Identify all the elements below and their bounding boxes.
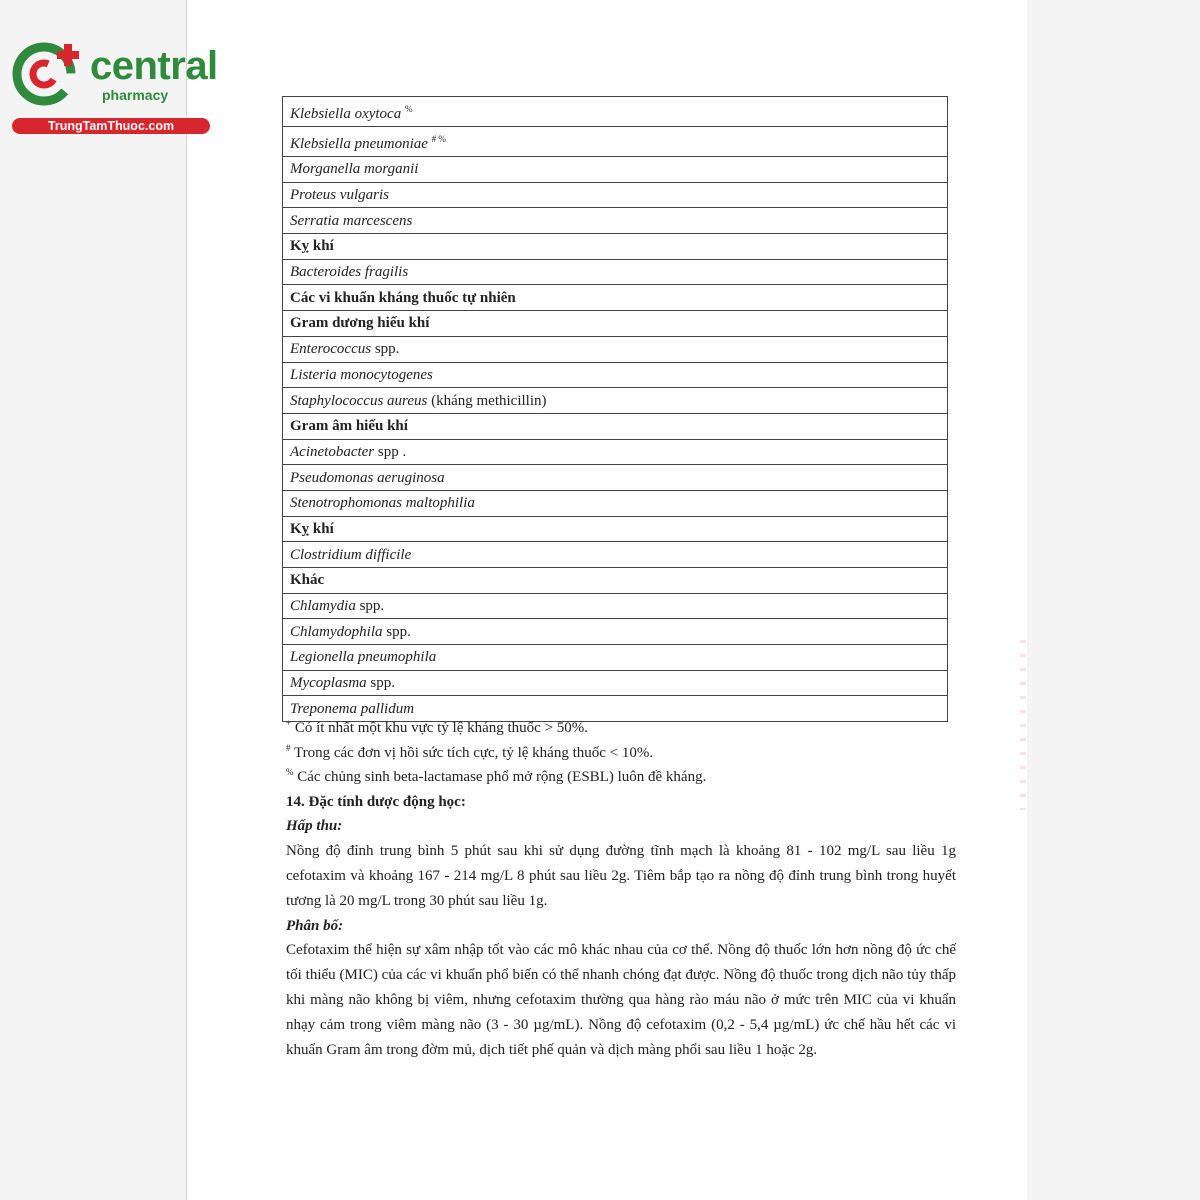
table-cell	[283, 362, 948, 388]
organism-name: Klebsiella oxytoca	[290, 106, 402, 122]
organism-suffix: (kháng methicillin)	[427, 392, 547, 409]
organism-name: Acinetobacter	[290, 443, 375, 460]
document-text	[286, 716, 956, 1063]
organism-name: Enterococcus	[290, 341, 372, 358]
organism-name: Morganella morganii	[290, 161, 419, 178]
pharmacy-logo[interactable]	[10, 38, 220, 138]
table-cell	[283, 439, 948, 465]
table-row	[283, 568, 948, 594]
absorption-paragraph: Nồng độ đỉnh trung bình 5 phút sau khi sử dụng đường tĩnh mạch là khoảng 81 - 102 mg/L sau liều 1g cefotaxim và khoảng 167 - 214 mg/L 8 phút sau liều 2g. Tiêm bắp tạo ra nồng độ đỉnh trung bình trong huyết tương là 20 mg/L trong 30 phút sau liều 1g.	[286, 842, 956, 909]
organism-name: Gram dương hiếu khí	[290, 315, 430, 332]
footnote-symbol: #	[286, 742, 291, 753]
organism-name: Staphylococcus aureus	[290, 392, 428, 409]
table-row	[283, 619, 948, 645]
footnote	[286, 741, 956, 766]
bacteria-table	[282, 96, 948, 722]
table-cell	[283, 465, 948, 491]
table-row	[283, 285, 948, 311]
table-cell	[283, 593, 948, 619]
table-row	[283, 388, 948, 414]
organism-name: Gram âm hiếu khí	[290, 418, 408, 435]
table-cell	[283, 234, 948, 260]
table-row	[283, 413, 948, 439]
table-cell	[283, 388, 948, 414]
organism-name: Kỵ khí	[290, 238, 334, 255]
organism-name: Khác	[290, 572, 325, 589]
table-cell	[283, 157, 948, 183]
organism-name: Các vi khuẩn kháng thuốc tự nhiên	[290, 289, 516, 306]
organism-name: Treponema pallidum	[290, 700, 415, 717]
table-row	[283, 311, 948, 337]
table-cell	[283, 182, 948, 208]
organism-name: Klebsiella pneumoniae	[290, 136, 428, 152]
section-heading: 14. Đặc tính dược động học:	[286, 793, 466, 810]
logo-subtitle: pharmacy	[102, 87, 169, 103]
table-row	[283, 208, 948, 234]
table-row	[283, 593, 948, 619]
organism-name: Mycoplasma	[290, 675, 367, 692]
table-row	[283, 362, 948, 388]
table-cell	[283, 490, 948, 516]
table-row	[283, 259, 948, 285]
organism-suffix: spp.	[366, 675, 395, 692]
table-row	[283, 182, 948, 208]
organism-suffix: spp.	[382, 623, 411, 640]
table-cell	[283, 619, 948, 645]
table-cell	[283, 336, 948, 362]
footnote-symbol: %	[286, 767, 294, 777]
footnote	[286, 716, 956, 741]
organism-name: Kỵ khí	[290, 520, 334, 537]
table-row	[283, 234, 948, 260]
logo-banner[interactable]: TrungTamThuoc.com	[12, 118, 210, 134]
organism-name: Chlamydia	[290, 598, 356, 615]
footnote-text: Có ít nhất một khu vực tỷ lệ kháng thuốc > 50%.	[294, 720, 589, 736]
organism-name: Proteus vulgaris	[290, 187, 390, 204]
organism-name: Chlamydophila	[290, 623, 383, 640]
table-row	[283, 670, 948, 696]
table-row	[283, 439, 948, 465]
distribution-paragraph: Cefotaxim thể hiện sự xâm nhập tốt vào các mô khác nhau của cơ thể. Nồng độ thuốc lớn hơn nồng độ ức chế tối thiểu (MIC) của các vi khuẩn phổ biến có thể nhanh chóng đạt được. Nồng độ thuốc trong dịch não tủy thấp khi màng não không bị viêm, nhưng cefotaxim thường qua hàng rào máu não ở mức trên MIC của vi khuẩn nhạy cảm trong viêm màng não (3 - 30 µg/mL). Nồng độ cefotaxim (0,2 - 5,4 µg/mL) ức chế hầu hết các vi khuẩn Gram âm trong đờm mủ, dịch tiết phế quản và dịch màng phổi sau liều 1 hoặc 2g.	[286, 942, 956, 1058]
table-cell	[283, 413, 948, 439]
distribution-title: Phân bố:	[286, 917, 344, 934]
organism-suffix: spp.	[355, 598, 385, 615]
table-row	[283, 542, 948, 568]
table-cell	[283, 97, 948, 127]
footnote	[286, 765, 956, 790]
logo-name: central	[90, 44, 218, 88]
footnote-text: Trong các đơn vị hồi sức tích cực, tỷ lệ kháng thuốc < 10%.	[293, 744, 654, 761]
footnote-text: Các chủng sinh beta-lactamase phổ mở rộng (ESBL) luôn đề kháng.	[297, 769, 707, 785]
absorption-title: Hấp thu:	[286, 818, 343, 834]
table-cell	[283, 208, 948, 234]
scan-edge-marks	[1020, 640, 1026, 810]
organism-suffix: spp .	[374, 443, 407, 460]
organism-name: Serratia marcescens	[290, 212, 413, 229]
table-cell	[283, 568, 948, 594]
organism-name: Clostridium difficile	[290, 546, 412, 563]
table-cell	[283, 311, 948, 337]
organism-suffix: spp.	[371, 341, 400, 358]
table-row	[283, 490, 948, 516]
table-row	[283, 465, 948, 491]
table-row	[283, 157, 948, 183]
table-row	[283, 645, 948, 671]
organism-name: Legionella pneumophila	[290, 649, 437, 666]
footnote-symbol: +	[286, 718, 292, 728]
table-row	[283, 127, 948, 157]
table-cell	[283, 645, 948, 671]
table-row	[283, 97, 948, 127]
table-cell	[283, 516, 948, 542]
table-cell	[283, 127, 948, 157]
footnotes	[286, 716, 956, 790]
table-cell	[283, 285, 948, 311]
logo-c-cross-icon	[10, 38, 88, 116]
table-cell	[283, 670, 948, 696]
table-cell	[283, 542, 948, 568]
table-row	[283, 516, 948, 542]
table-cell	[283, 259, 948, 285]
footnote-mark: %	[404, 104, 413, 114]
organism-name: Bacteroides fragilis	[290, 264, 409, 281]
bacteria-table-body	[283, 97, 948, 722]
footnote-mark: # %	[431, 134, 446, 144]
organism-name: Stenotrophomonas maltophilia	[290, 495, 475, 512]
table-row	[283, 336, 948, 362]
organism-name: Listeria monocytogenes	[290, 366, 433, 383]
organism-name: Pseudomonas aeruginosa	[290, 469, 445, 486]
